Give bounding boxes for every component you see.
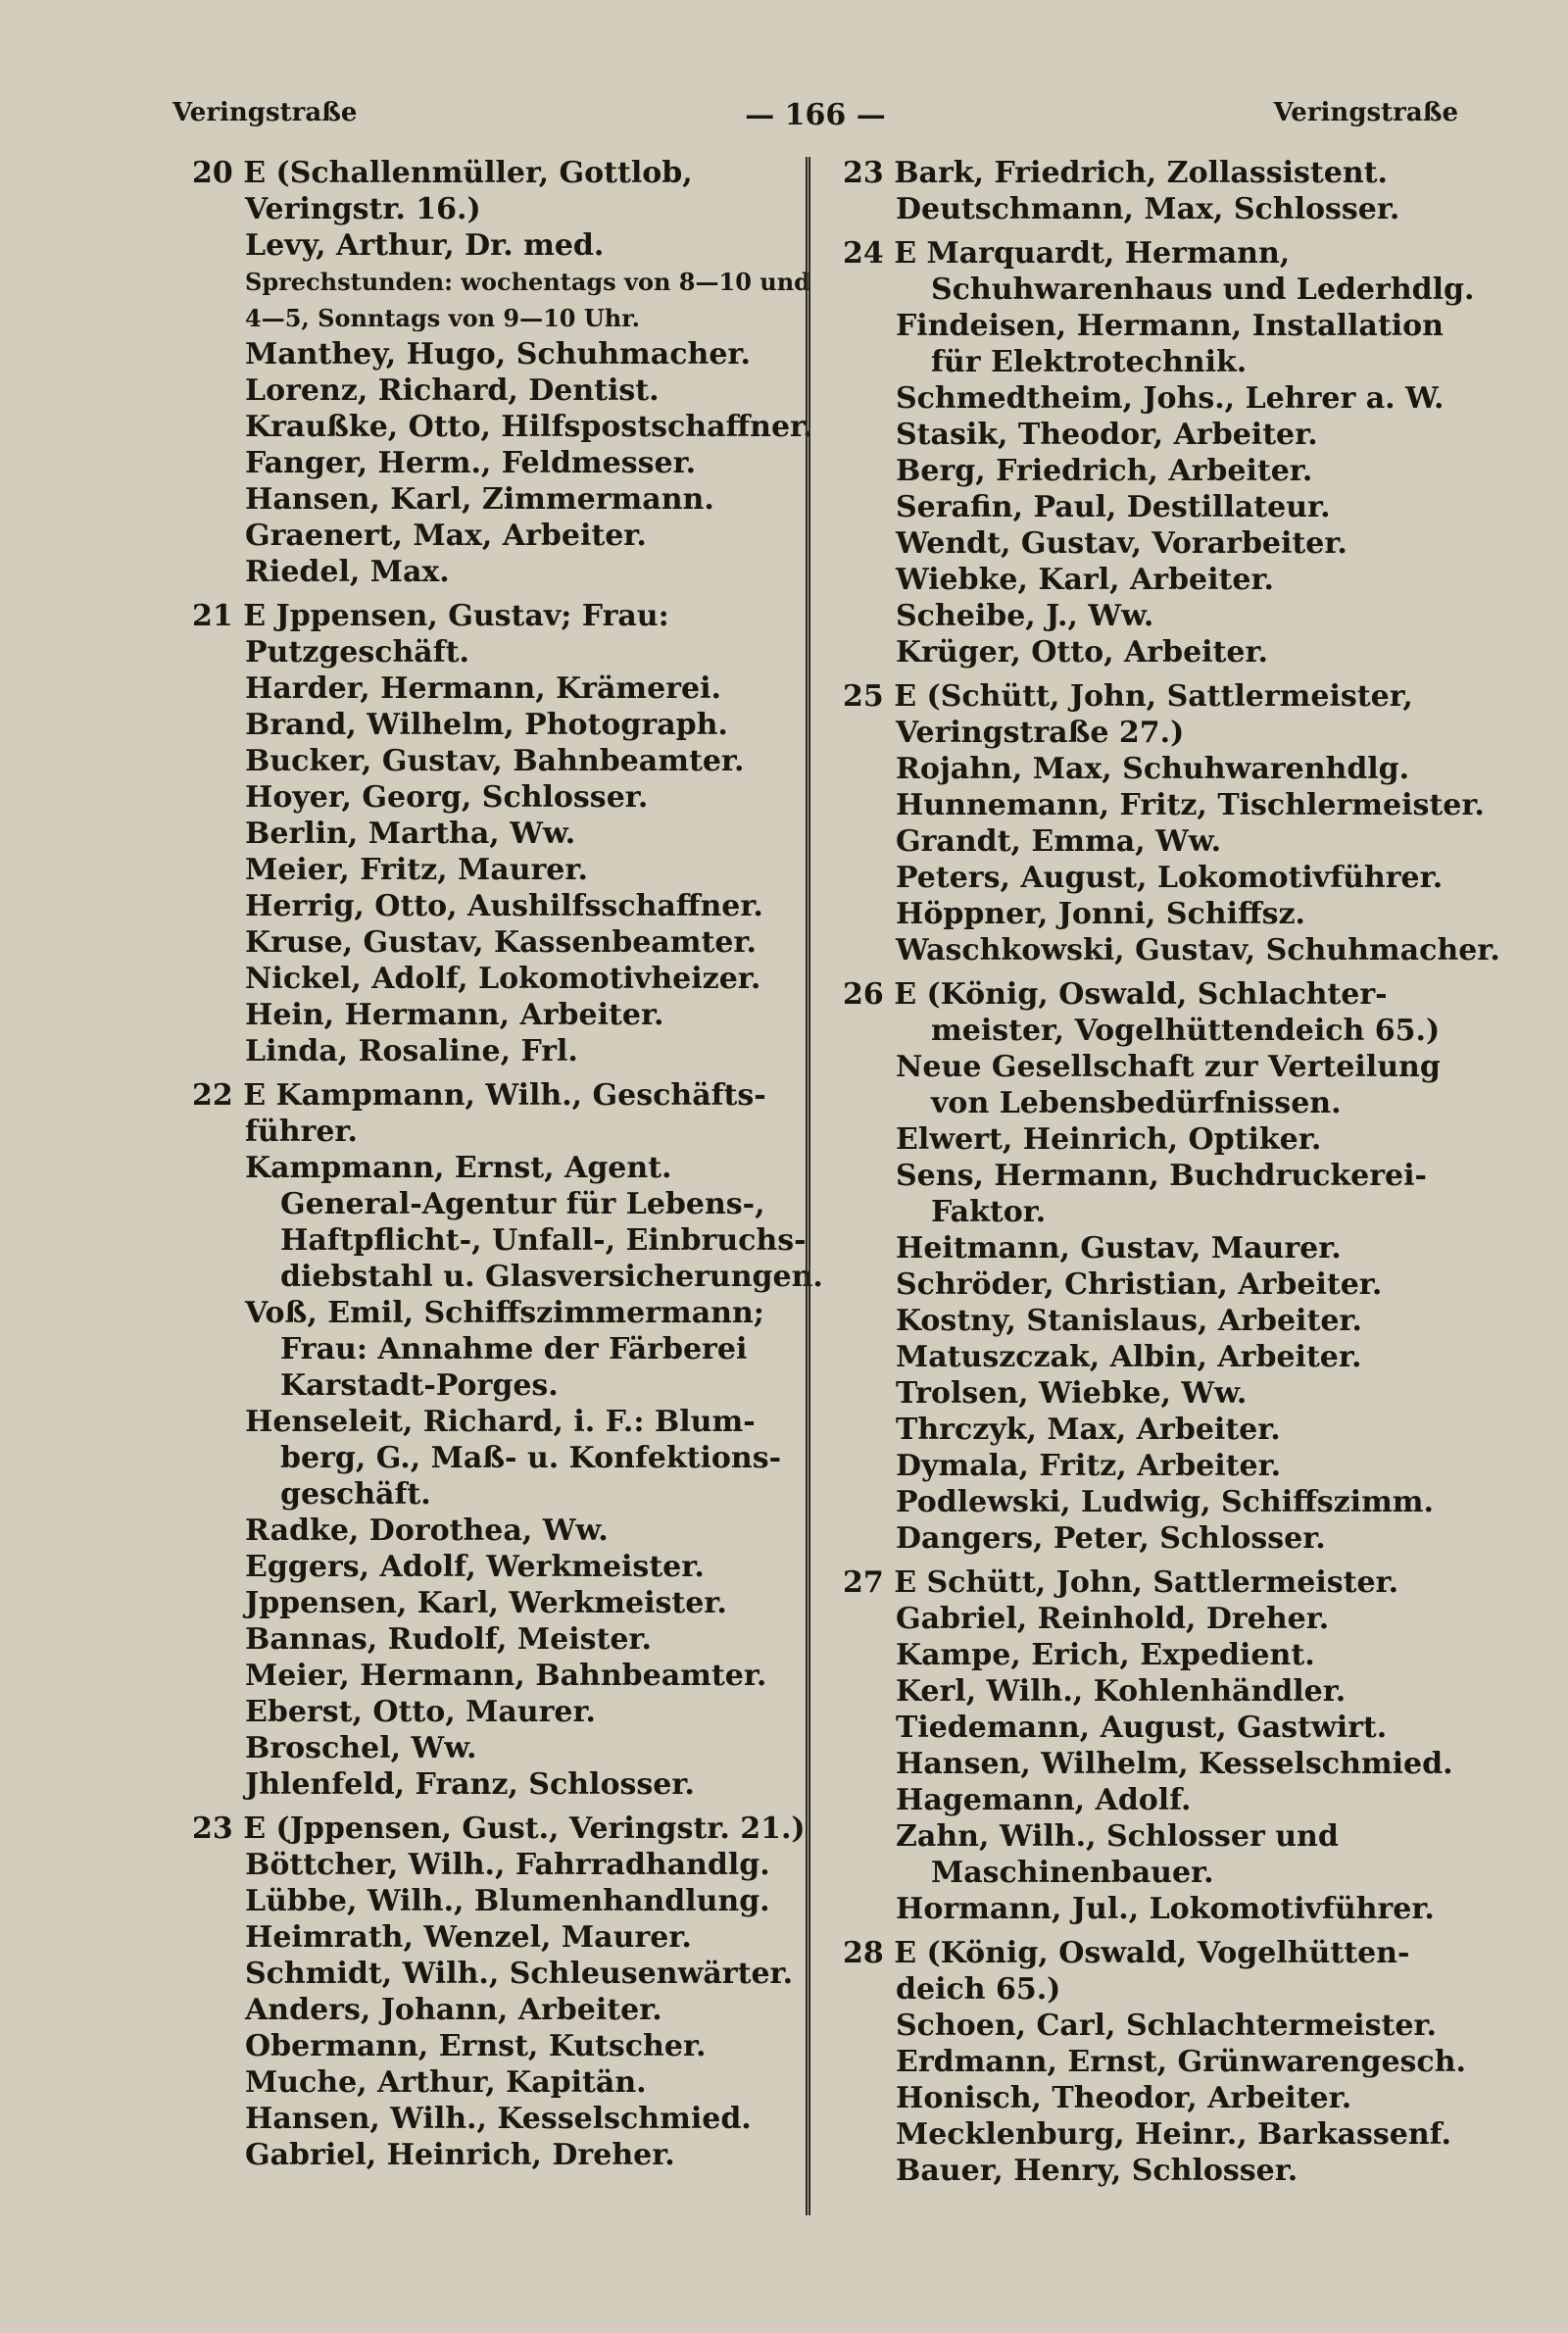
address-entry	[843, 235, 1475, 670]
resident-line: Findeisen, Hermann, Installation	[896, 309, 1444, 343]
resident-line: Muche, Arthur, Kapitän.	[245, 2065, 647, 2100]
resident-line: Scheibe, J., Ww.	[896, 599, 1154, 633]
resident-line: Meier, Hermann, Bahnbeamter.	[245, 1659, 767, 1693]
page-number: — 166 —	[745, 98, 886, 132]
resident-line: Stasik, Theodor, Arbeiter.	[896, 418, 1318, 452]
resident-line: Kraußke, Otto, Hilfspostschaffner.	[245, 410, 813, 444]
resident-line: Harder, Hermann, Krämerei.	[245, 671, 721, 706]
resident-line: Hansen, Karl, Zimmermann.	[245, 482, 714, 517]
resident-line: Berg, Friedrich, Arbeiter.	[896, 454, 1313, 488]
resident-line: Elwert, Heinrich, Optiker.	[896, 1122, 1322, 1157]
resident-line: Thrczyk, Max, Arbeiter.	[896, 1413, 1281, 1447]
resident-line: Frau: Annahme der Färberei	[280, 1332, 748, 1366]
resident-line: Wiebke, Karl, Arbeiter.	[896, 563, 1274, 597]
resident-line: Schoen, Carl, Schlachtermeister.	[896, 2009, 1437, 2043]
resident-line: Kampe, Erich, Expedient.	[896, 1638, 1315, 1672]
resident-line: für Elektrotechnik.	[931, 345, 1248, 379]
resident-line: Graenert, Max, Arbeiter.	[245, 519, 647, 553]
resident-line: Kerl, Wilh., Kohlenhändler.	[896, 1674, 1347, 1709]
right-column	[843, 155, 1500, 2197]
resident-line: Erdmann, Ernst, Grünwarengesch.	[896, 2045, 1466, 2079]
resident-line: Veringstr. 16.)	[245, 192, 481, 226]
resident-line: 4—5, Sonntags von 9—10 Uhr.	[245, 304, 641, 332]
address-entry	[843, 155, 1470, 227]
resident-line: Voß, Emil, Schiffszimmermann;	[245, 1296, 764, 1330]
address-entry	[843, 1935, 1470, 2189]
resident-line: Broschel, Ww.	[245, 1731, 477, 1765]
resident-line: Podlewski, Ludwig, Schiffszimm.	[896, 1485, 1434, 1519]
resident-line: meister, Vogelhüttendeich 65.)	[931, 1014, 1441, 1048]
resident-line: Hagemann, Adolf.	[896, 1783, 1192, 1817]
resident-line: Matuszczak, Albin, Arbeiter.	[896, 1340, 1362, 1374]
resident-line: Riedel, Max.	[245, 555, 450, 589]
page-header	[172, 98, 1458, 137]
resident-line: Gabriel, Heinrich, Dreher.	[245, 2138, 675, 2172]
resident-line: Dangers, Peter, Schlosser.	[896, 1521, 1326, 1556]
resident-line: Schmidt, Wilh., Schleusenwärter.	[245, 1957, 794, 1991]
resident-line: Veringstraße 27.)	[896, 716, 1185, 750]
resident-line: Herrig, Otto, Aushilfsschaffner.	[245, 889, 763, 923]
house-number-line: 22 E Kampmann, Wilh., Geschäfts-	[192, 1078, 766, 1113]
resident-line: Eberst, Otto, Maurer.	[245, 1695, 596, 1729]
address-entry	[192, 598, 809, 1069]
address-entry	[192, 1077, 823, 1803]
resident-line: Hoyer, Georg, Schlosser.	[245, 780, 649, 815]
address-entry	[192, 155, 813, 590]
resident-line: Hunnemann, Fritz, Tischlermeister.	[896, 788, 1485, 822]
house-number-line: 26 E (König, Oswald, Schlachter-	[843, 977, 1388, 1012]
resident-line: Lorenz, Richard, Dentist.	[245, 373, 660, 408]
house-number-line: 23 E (Jppensen, Gust., Veringstr. 21.)	[192, 1812, 806, 1846]
resident-line: Jppensen, Karl, Werkmeister.	[245, 1586, 727, 1620]
resident-line: Fanger, Herm., Feldmesser.	[245, 446, 697, 480]
resident-line: Hormann, Jul., Lokomotivführer.	[896, 1892, 1435, 1926]
resident-line: Kruse, Gustav, Kassenbeamter.	[245, 925, 757, 960]
resident-line: Levy, Arthur, Dr. med.	[245, 228, 605, 263]
resident-line: Schmedtheim, Johs., Lehrer a. W.	[896, 381, 1445, 416]
resident-line: Höppner, Jonni, Schiffsz.	[896, 897, 1305, 931]
resident-line: Sprechstunden: wochentags von 8—10 und	[245, 268, 810, 296]
resident-line: Jhlenfeld, Franz, Schlosser.	[245, 1767, 695, 1802]
resident-line: geschäft.	[280, 1477, 431, 1512]
resident-line: deich 65.)	[896, 1972, 1061, 2007]
resident-line: Waschkowski, Gustav, Schuhmacher.	[896, 933, 1500, 968]
resident-line: Nickel, Adolf, Lokomotivheizer.	[245, 962, 761, 996]
resident-line: Putzgeschäft.	[245, 635, 469, 670]
house-number-line: 24 E Marquardt, Hermann,	[843, 236, 1291, 271]
resident-line: Brand, Wilhelm, Photograph.	[245, 708, 728, 742]
resident-line: Dymala, Fritz, Arbeiter.	[896, 1449, 1282, 1483]
resident-line: Heitmann, Gustav, Maurer.	[896, 1231, 1342, 1266]
resident-line: Rojahn, Max, Schuhwarenhdlg.	[896, 752, 1410, 786]
resident-line: Bannas, Rudolf, Meister.	[245, 1622, 652, 1657]
resident-line: Neue Gesellschaft zur Verteilung	[896, 1050, 1441, 1084]
resident-line: Peters, August, Lokomotivführer.	[896, 861, 1444, 895]
resident-line: Mecklenburg, Heinr., Barkassenf.	[896, 2117, 1451, 2152]
resident-line: Deutschmann, Max, Schlosser.	[896, 192, 1400, 226]
resident-line: Linda, Rosaline, Frl.	[245, 1034, 578, 1068]
resident-line: Schröder, Christian, Arbeiter.	[896, 1267, 1383, 1302]
resident-line: Böttcher, Wilh., Fahrradhandlg.	[245, 1848, 770, 1882]
resident-line: Grandt, Emma, Ww.	[896, 824, 1222, 859]
left-column	[192, 155, 823, 2181]
resident-line: diebstahl u. Glasversicherungen.	[280, 1260, 823, 1294]
resident-line: Karstadt-Porges.	[280, 1368, 559, 1403]
address-entry	[843, 1564, 1470, 1927]
resident-line: Manthey, Hugo, Schuhmacher.	[245, 337, 751, 372]
resident-line: Radke, Dorothea, Ww.	[245, 1514, 609, 1548]
house-number-line: 21 E Jppensen, Gustav; Frau:	[192, 599, 669, 633]
resident-line: Wendt, Gustav, Vorarbeiter.	[896, 526, 1348, 561]
resident-line: Honisch, Theodor, Arbeiter.	[896, 2081, 1352, 2115]
resident-line: Sens, Hermann, Buchdruckerei-	[896, 1159, 1427, 1193]
resident-line: berg, G., Maß- u. Konfektions-	[280, 1441, 782, 1475]
resident-line: Trolsen, Wiebke, Ww.	[896, 1376, 1248, 1411]
resident-line: von Lebensbedürfnissen.	[931, 1086, 1342, 1120]
resident-line: Gabriel, Reinhold, Dreher.	[896, 1602, 1330, 1636]
resident-line: Kampmann, Ernst, Agent.	[245, 1151, 672, 1185]
resident-line: Obermann, Ernst, Kutscher.	[245, 2029, 707, 2063]
resident-line: Meier, Fritz, Maurer.	[245, 853, 588, 887]
resident-line: Tiedemann, August, Gastwirt.	[896, 1711, 1388, 1745]
resident-line: Anders, Johann, Arbeiter.	[245, 1993, 662, 2027]
address-entry	[192, 1811, 809, 2173]
resident-line: Kostny, Stanislaus, Arbeiter.	[896, 1304, 1362, 1338]
resident-line: Faktor.	[931, 1195, 1047, 1229]
resident-line: Bucker, Gustav, Bahnbeamter.	[245, 744, 745, 778]
resident-line: Lübbe, Wilh., Blumenhandlung.	[245, 1884, 770, 1918]
house-number-line: 25 E (Schütt, John, Sattlermeister,	[843, 679, 1413, 714]
house-number-line: 27 E Schütt, John, Sattlermeister.	[843, 1565, 1399, 1600]
address-entry	[843, 976, 1470, 1557]
resident-line: Henseleit, Richard, i. F.: Blum-	[245, 1405, 756, 1439]
address-entry	[843, 678, 1500, 968]
house-number-line: 20 E (Schallenmüller, Gottlob,	[192, 156, 693, 190]
resident-line: Maschinenbauer.	[931, 1856, 1214, 1890]
resident-line: Hein, Hermann, Arbeiter.	[245, 998, 664, 1032]
resident-line: Hansen, Wilhelm, Kesselschmied.	[896, 1747, 1453, 1781]
running-head-right: Veringstraße	[1273, 98, 1458, 127]
resident-line: Zahn, Wilh., Schlosser und	[896, 1819, 1339, 1854]
resident-line: führer.	[245, 1115, 358, 1149]
resident-line: Haftpflicht-, Unfall-, Einbruchs-	[280, 1223, 807, 1258]
resident-line: General-Agentur für Lebens-,	[280, 1187, 765, 1221]
resident-line: Heimrath, Wenzel, Maurer.	[245, 1920, 692, 1955]
resident-line: Hansen, Wilh., Kesselschmied.	[245, 2102, 752, 2136]
running-head-left: Veringstraße	[172, 98, 358, 127]
resident-line: Eggers, Adolf, Werkmeister.	[245, 1550, 705, 1584]
resident-line: Schuhwarenhaus und Lederhdlg.	[931, 273, 1475, 307]
column-divider	[806, 157, 810, 2215]
resident-line: Bauer, Henry, Schlosser.	[896, 2154, 1298, 2188]
resident-line: Serafin, Paul, Destillateur.	[896, 490, 1331, 524]
resident-line: Krüger, Otto, Arbeiter.	[896, 635, 1268, 670]
house-number-line: 23 Bark, Friedrich, Zollassistent.	[843, 156, 1388, 190]
house-number-line: 28 E (König, Oswald, Vogelhütten-	[843, 1936, 1410, 1970]
resident-line: Berlin, Martha, Ww.	[245, 817, 576, 851]
